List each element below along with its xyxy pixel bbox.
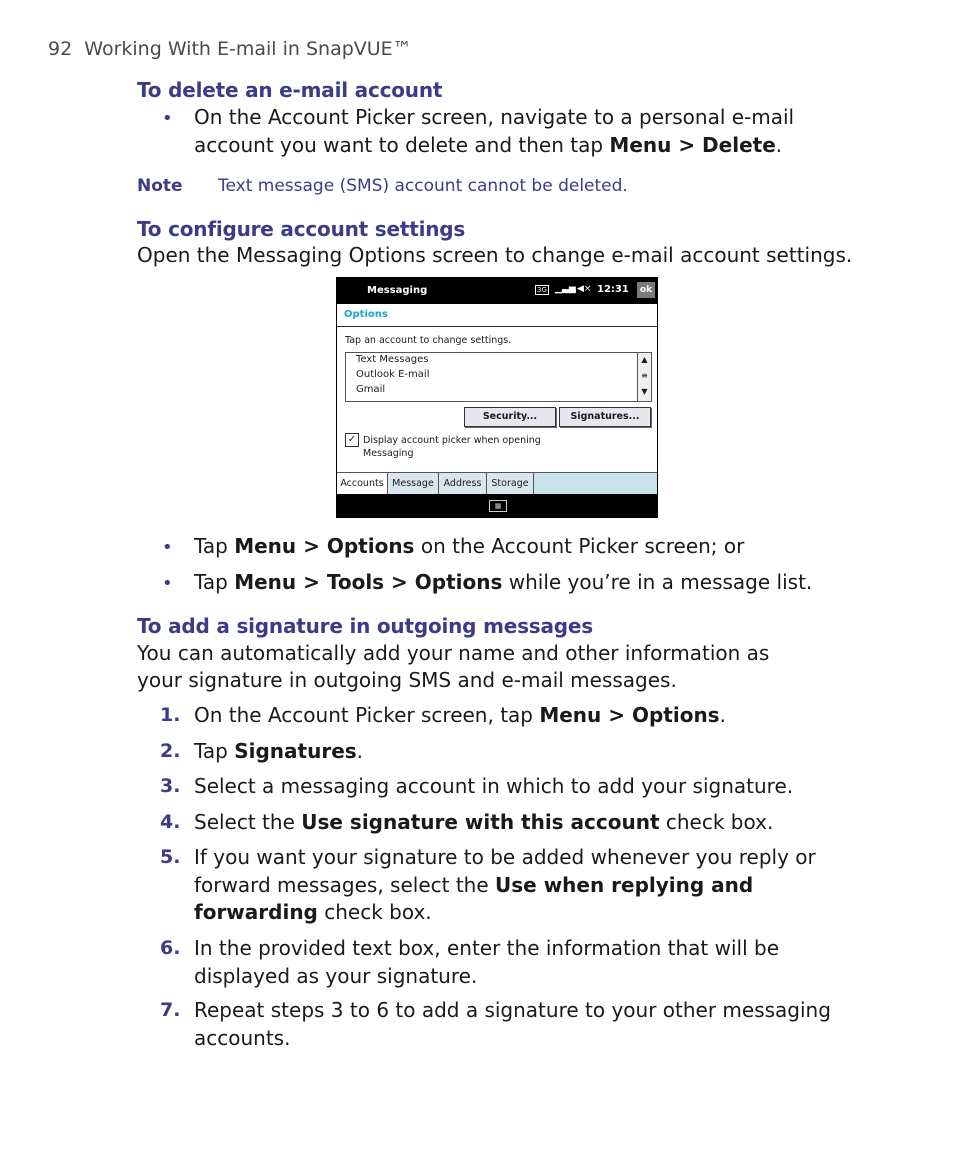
delete-bullet-text: On the Account Picker screen, navigate to a personal e-mail account you want to delete and then tap Menu > Delete. <box>194 105 795 157</box>
step-text: Repeat steps 3 to 6 to add a signature to your other messaging accounts. <box>194 998 831 1050</box>
phone-screenshot <box>336 277 658 518</box>
volume-icon: ◀× <box>577 284 592 294</box>
bullet-dot: • <box>162 108 173 129</box>
step-text: Select a messaging account in which to add your signature. <box>194 774 794 798</box>
checkbox-label: Display account picker when opening Messaging <box>363 435 541 459</box>
delete-heading: To delete an e-mail account <box>137 78 443 102</box>
phone-title-bar <box>337 278 657 304</box>
tab-address[interactable]: Address <box>439 473 487 494</box>
security-button[interactable]: Security... <box>464 407 556 427</box>
configure-bullet-1: Tap Menu > Options on the Account Picker screen; or <box>194 534 745 558</box>
page-header <box>48 38 412 60</box>
step-number: 6. <box>160 937 181 959</box>
configure-intro: Open the Messaging Options screen to change e-mail account settings. <box>137 243 853 267</box>
step-number: 1. <box>160 704 181 726</box>
chapter-title: Working With E-mail in SnapVUE™ <box>84 38 412 60</box>
list-item[interactable]: Text Messages <box>356 354 429 365</box>
account-picker-checkbox[interactable] <box>345 433 359 447</box>
tab-storage[interactable]: Storage <box>487 473 534 494</box>
configure-heading: To configure account settings <box>137 217 466 241</box>
step-number: 2. <box>160 740 181 762</box>
tab-accounts[interactable]: Accounts <box>337 473 388 494</box>
step-number: 5. <box>160 846 181 868</box>
bullet-dot: • <box>162 573 173 594</box>
list-scrollbar[interactable] <box>637 353 651 401</box>
scroll-thumb-icon[interactable]: ≡ <box>641 371 648 380</box>
step-text: Tap Signatures. <box>194 739 364 763</box>
list-item[interactable]: Outlook E-mail <box>356 369 430 380</box>
step-text: On the Account Picker screen, tap Menu > Options. <box>194 703 726 727</box>
tab-bar <box>337 472 657 495</box>
step-number: 7. <box>160 999 181 1021</box>
signal-icon: ▁▃▅ <box>555 284 576 294</box>
scroll-down-icon[interactable]: ▼ <box>641 387 648 396</box>
step-number: 4. <box>160 811 181 833</box>
page-number: 92 <box>48 38 73 60</box>
list-item[interactable]: Gmail <box>356 384 386 395</box>
note-label: Note <box>137 176 183 196</box>
configure-bullet-2: Tap Menu > Tools > Options while you’re in a message list. <box>194 570 813 594</box>
check-icon: ✓ <box>347 434 357 445</box>
account-list[interactable] <box>345 352 652 402</box>
options-header <box>337 304 657 327</box>
phone-hint: Tap an account to change settings. <box>345 335 512 346</box>
step-text: In the provided text box, enter the information that will be displayed as your signature. <box>194 936 779 988</box>
keyboard-icon[interactable]: ▦ <box>489 500 507 512</box>
scroll-up-icon[interactable]: ▲ <box>641 355 648 364</box>
phone-menu-bar <box>337 494 657 517</box>
clock: 12:31 <box>597 284 629 295</box>
step-text: Select the Use signature with this account check box. <box>194 810 774 834</box>
phone-title: Messaging <box>367 285 428 296</box>
network-3g-icon: 3G <box>537 286 547 294</box>
bullet-dot: • <box>162 537 173 558</box>
signatures-button[interactable]: Signatures... <box>559 407 651 427</box>
step-number: 3. <box>160 775 181 797</box>
note-text: Text message (SMS) account cannot be deleted. <box>218 176 628 196</box>
step-text: If you want your signature to be added whenever you reply or forward messages, select the Use when replying and forwarding check box. <box>194 845 816 924</box>
options-label: Options <box>344 309 388 320</box>
ok-button[interactable]: ok <box>637 282 655 298</box>
signature-intro: You can automatically add your name and other information as your signature in outgoing SMS and e-mail messages. <box>137 641 770 692</box>
tab-message[interactable]: Message <box>388 473 439 494</box>
signature-heading: To add a signature in outgoing messages <box>137 614 593 638</box>
